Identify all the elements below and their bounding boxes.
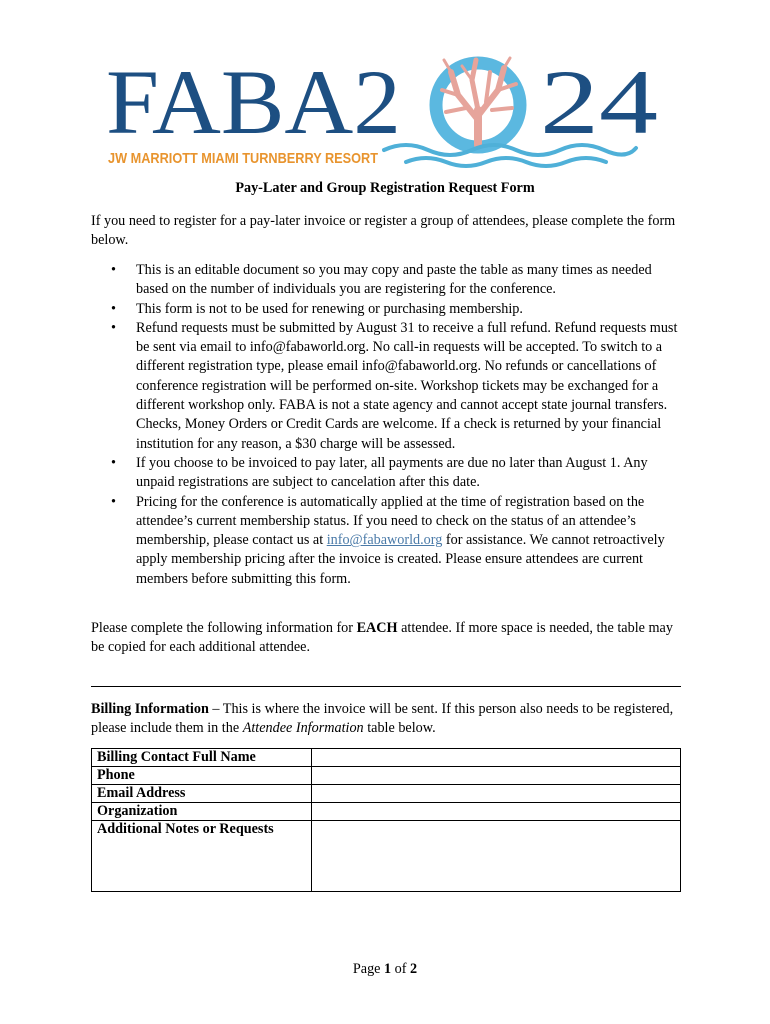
table-row xyxy=(92,803,681,821)
logo-year-suffix: 24 xyxy=(540,51,658,153)
bullet-text-after-link: for assistance. We cannot retroactively apply membership pricing after the invoice is created. Please ensure attendees are current members before submitting this form. xyxy=(136,532,665,587)
instructions-text: Please complete the following information for xyxy=(91,620,357,636)
list-item xyxy=(91,300,681,319)
bullet-icon: • xyxy=(111,319,116,336)
intro-paragraph: If you need to register for a pay-later invoice or register a group of attendees, please complete the form below. xyxy=(91,213,676,249)
list-item xyxy=(91,454,681,493)
policy-list xyxy=(91,261,681,589)
billing-italic-ref: Attendee Information xyxy=(242,720,364,737)
billing-info-paragraph xyxy=(91,700,681,739)
list-item xyxy=(91,261,681,300)
list-item xyxy=(91,493,681,589)
table-row xyxy=(92,767,681,785)
billing-table xyxy=(91,748,681,892)
bullet-icon: • xyxy=(111,454,116,471)
wave-graphic xyxy=(384,145,636,166)
bullet-icon: • xyxy=(111,262,116,278)
logo-wordmark: FABA2 xyxy=(106,51,401,153)
section-divider xyxy=(91,686,681,687)
billing-heading: Billing Information xyxy=(91,701,209,717)
notes-label: Additional Notes or Requests xyxy=(92,821,312,892)
bullet-text-before-link: Pricing for the conference is automatically applied at the time of registration based on the attendee’s current membership status. If you need to check on the status of an attendee’s membership, please contact us at xyxy=(136,493,645,549)
email-address-label: Email Address xyxy=(92,785,312,803)
email-address-field[interactable] xyxy=(312,785,681,803)
organization-label: Organization xyxy=(92,803,312,821)
venue-tagline: JW MARRIOTT MIAMI TURNBERRY RESORT xyxy=(108,150,378,167)
instructions-text-end: attendee. If more space is needed, the table may be copied for each additional attendee. xyxy=(91,620,673,656)
billing-text: – This is where the invoice will be sent. If this person also needs to be registered, please include them in the xyxy=(91,701,674,737)
bullet-icon: • xyxy=(111,493,116,510)
bullet-icon: • xyxy=(111,300,116,317)
bullet-text: If you choose to be invoiced to pay later, all payments are due no later than August 1. Any unpaid registrations are subject to cancelation after this date. xyxy=(136,454,648,491)
page-number xyxy=(0,961,770,978)
faba-2024-logo xyxy=(106,50,666,175)
bullet-text: Refund requests must be submitted by August 31 to receive a full refund. Refund requests must be sent via email to info@fabaworld.org. No call-in requests will be accepted. To switch to a different registration type, please email info@fabaworld.org. No refunds or cancellations of conference registration will be performed on-site. Workshop tickets may be exchanged for a different workshop only. FABA is not a state agency and cannot accept state journal transfers. Checks, Money Orders or Credit Cards are welcome. If a check is returned by your financial institution for any reason, a $30 charge will be assessed. xyxy=(136,319,678,452)
table-row xyxy=(92,785,681,803)
table-row xyxy=(92,821,681,892)
bullet-text: This is an editable document so you may copy and paste the table as many times as needed based on the number of individuals you are registering for the conference. xyxy=(136,262,652,298)
email-link[interactable]: info@fabaworld.org xyxy=(326,532,443,549)
phone-field[interactable] xyxy=(312,767,681,785)
page-prefix: Page xyxy=(352,961,385,977)
page-of: of xyxy=(391,961,411,977)
phone-label: Phone xyxy=(92,767,312,785)
bullet-text: This form is not to be used for renewing or purchasing membership. xyxy=(136,300,523,317)
table-row xyxy=(92,749,681,767)
form-title: Pay-Later and Group Registration Request Form xyxy=(235,180,535,196)
billing-contact-name-label: Billing Contact Full Name xyxy=(92,749,312,767)
page-total: 2 xyxy=(410,961,418,977)
billing-contact-name-field[interactable] xyxy=(312,749,681,767)
instructions-emphasis: EACH xyxy=(356,620,398,636)
list-item xyxy=(91,319,681,454)
page-current: 1 xyxy=(384,961,392,977)
billing-text-end: table below. xyxy=(363,720,436,737)
instructions-paragraph xyxy=(91,619,681,658)
logo-graphic xyxy=(106,50,666,175)
organization-field[interactable] xyxy=(312,803,681,821)
notes-field[interactable] xyxy=(312,821,681,892)
